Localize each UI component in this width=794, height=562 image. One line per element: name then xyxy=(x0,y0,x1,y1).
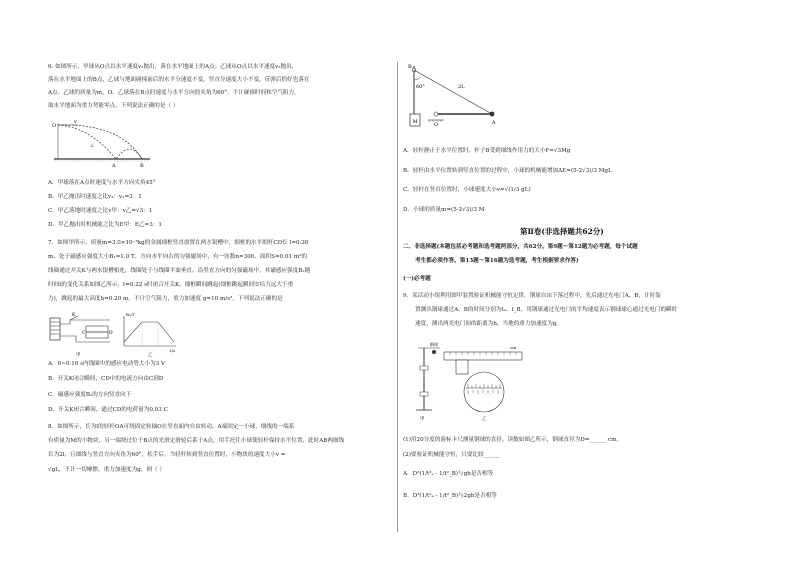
fig-label-angle: 60° xyxy=(416,84,425,90)
fig-label-jia: 甲 xyxy=(76,353,81,358)
q8-line: 长为2l，且细线与竖直方向夹角为60°，松手后，当轻杆转到竖直位置时，小物块的速度大小v = xyxy=(48,452,286,458)
q8-option-d: D．小球的质量m=(5-2√3)/3 M xyxy=(403,207,485,213)
section-note-line: 二、非选择题(本题包括必考题和选考题两部分，共62分。第9题～第12题为必考题，每个试题 xyxy=(403,244,638,250)
q8-line: 有质量为M的小物块，另一端绕过位于B点的光滑定滑轮后系于A点，用手托住小球使轻杆保持水平位置，此时AB两细线 xyxy=(48,438,345,444)
fig-label-cm: cm xyxy=(510,345,517,350)
fig-label-jia: 甲 xyxy=(420,417,425,422)
q9-line: 9．某活动小组利用图甲装置验证机械能守恒定律。钢球自由下落过程中，先后通过光电门A、B，计时装 xyxy=(403,293,661,299)
q8-line: √gL，不计一切摩擦，重力加速度为g，则（ ） xyxy=(48,467,165,473)
q9-option-a: A．D²(1/t²ₐ - 1/t²_B)与gh是否相等 xyxy=(403,471,494,477)
fig-label-c: C xyxy=(82,331,86,336)
fig-label-v: v xyxy=(74,119,77,125)
q9-figure-photogate-caliper xyxy=(410,340,530,422)
q7-line: 线圈通过开关K与两水银槽相连，线圈处于与线圈平面垂直、沿竖直方向的匀强磁场中，其磁感应强度B₂随 xyxy=(48,268,311,274)
fig-label-a: A xyxy=(112,163,116,169)
q7-line: 力)，跳起的最大高度h=0.20 m。不计空气阻力，重力加速度 g=10 m/s²，下列说法正确的是 xyxy=(48,296,283,302)
q9-option-b: B．D²(1/t²ₐ - 1/t²_B)与2gh是否相等 xyxy=(403,493,497,499)
q9-line: 置测出钢球通过A、B的时间分别为tₐ、t_B。用钢球通过光电门的平均速度表示钢球球心通过光电门的瞬时 xyxy=(415,307,678,313)
fig-label-steel-ball: 钢球 xyxy=(430,342,438,347)
fig-label-yi: 乙 xyxy=(482,417,487,422)
q7-line: 7．如图甲所示，质量m=3.0×10⁻³kg的金属细框竖直放置在两水银槽中，细框的水平细杆CD长 l=0.20 xyxy=(48,240,309,246)
fig-label-yi: 乙 xyxy=(148,353,153,358)
q6-option-c: C．甲乙落地时速度之比v甲：v乙=√3：1 xyxy=(48,208,153,214)
fig-label-o: O xyxy=(434,122,439,128)
q7-option-d: D．开关K闭合瞬间，通过CD的电荷量为0.03 C xyxy=(48,407,168,413)
required-label: (一)必考题 xyxy=(403,276,431,282)
fig-label-b2: B₂/T xyxy=(126,312,135,317)
q6-option-b: B．甲乙抛出时速度之比v₁：v₂=3：1 xyxy=(48,194,142,200)
q6-line: 取水平地面为重力势能零点，下列说法正确的是（ ） xyxy=(48,103,179,109)
fig-label-b: B xyxy=(140,163,144,169)
q6-figure-projectile xyxy=(50,117,160,169)
fig-label-2l: 2L xyxy=(458,84,465,90)
q6-option-d: D．甲乙抛出时机械能之比为E甲：E乙=3：1 xyxy=(48,222,162,228)
fig-label-d: D xyxy=(109,331,113,336)
fig-label-angle: ∠ xyxy=(90,143,95,149)
q6-line: A点。乙球的质量为m，O、乙球落在B点时速度与水平方向的夹角为60°，不计碰撞时间和空气阻力， xyxy=(48,90,300,96)
q9-sub-2: (2)要验证机械能守恒，只要比较______ xyxy=(403,452,501,458)
q7-line: 时间t的变化关系如图乙所示。t=0.22 s时闭合开关K，细框瞬间跳起(细框跳起瞬间安培力远大于重 xyxy=(48,282,294,288)
q6-line: 6. 如图所示，甲球从O点以水平速度v₁抛出，落在水平地面上的A点；乙球从O点以水平速度v₂抛出， xyxy=(48,64,298,70)
q6-line: 落在水平地面上的B点，乙球与地面碰撞前后的水平分速度不变，竖直分速度大小不变，反弹后恰好也落在 xyxy=(48,77,310,83)
section-note-line: 考生都必须作答。第13题～第16题为选考题，考生根据要求作答) xyxy=(415,258,579,264)
q8-figure-rod-pulley xyxy=(406,64,516,144)
fig-label-k: K xyxy=(72,313,76,318)
q7-option-c: C．磁感应强度B₂的方向竖直向下 xyxy=(48,392,132,398)
q7-figure-circuit xyxy=(46,312,186,358)
q7-option-b: B．开关K闭合瞬间，CD中的电流方向由C到D xyxy=(48,376,164,382)
column-divider xyxy=(397,62,398,532)
q7-option-a: A．0~0.10 s内线圈中的感应电动势大小为3 V xyxy=(48,361,166,367)
fig-label-a: A xyxy=(492,120,496,126)
q7-line: m，处于磁感应强度大小B₁=1.0 T、方向水平向右的匀强磁场中，有一匝数n=300、面积S=0.01 m²的 xyxy=(48,254,308,260)
q9-sub-1: (1)用20分度的游标卡尺测量钢球的直径，读数如图乙所示，钢球直径为D=______ cm。 xyxy=(403,437,623,443)
fig-label-m: M xyxy=(412,119,418,125)
fig-label-t: t/s xyxy=(170,348,176,353)
q8-option-a: A．轻杆静止于水平位置时，杆子B受到细线作用力的大小F=√3Mg xyxy=(403,148,571,154)
q8-line: 8．如图所示，长为l的轻杆OA可绕固定转轴O在竖直面内自由转动，A端固定一小球，细线的一端系 xyxy=(48,424,295,430)
q9-line: 速度，测出两光电门间的距离为h，当地的重力加速度为g。 xyxy=(415,321,563,327)
section-title: 第Ⅱ卷(非选择题共62分) xyxy=(520,227,604,236)
q6-option-a: A．甲球落在A点时速度与水平方向夹角45° xyxy=(48,180,156,186)
fig-label-b: B xyxy=(408,64,412,70)
q8-option-c: C．轻杆在竖直位置时，小球速度大小v=√(1/3 gL) xyxy=(403,187,531,193)
q8-option-b: B．轻杆由水平位置转到竖直位置的过程中，小球的机械能增加ΔE=(5-2√3)/3 MgL xyxy=(403,168,612,174)
fig-label-o: O xyxy=(52,123,57,129)
